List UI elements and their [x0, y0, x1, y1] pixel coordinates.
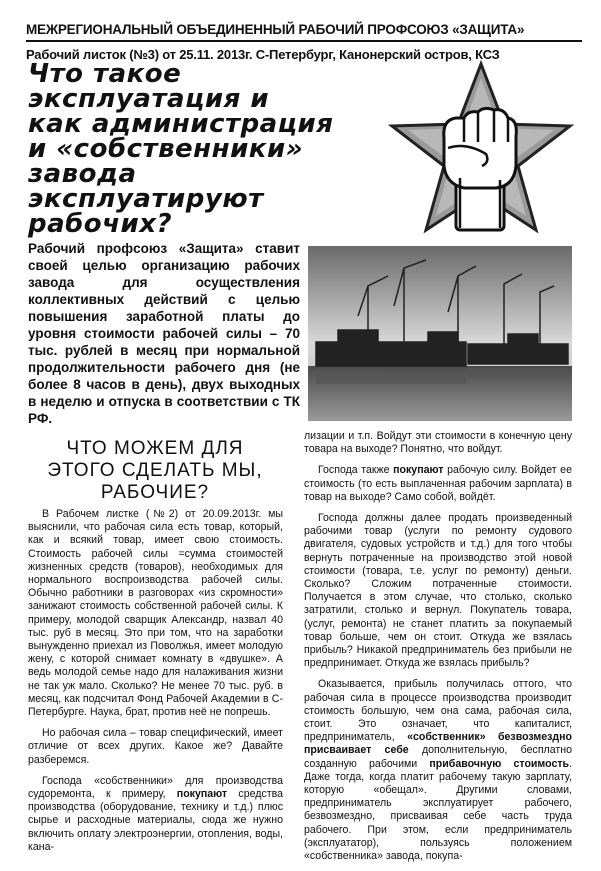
headline-line: завода	[28, 159, 137, 189]
red-star-raised-fist-icon	[386, 58, 576, 238]
shipyard-cranes-photo	[308, 246, 572, 421]
body-paragraph: Но рабочая сила – товар специфический, имеет отличие от всех других. Какое же? Давайте разберемся.	[28, 727, 283, 766]
text-run: Господа также	[318, 464, 390, 477]
issue-line: Рабочий листок (№3) от 25.11. 2013г. С-Петербург, Канонерский остров, КСЗ	[26, 47, 500, 62]
body-paragraph: Господа должны далее продать произведенный рабочими товар (услуги по ремонту судового двигателя, судовых устройств и т.д.) для того чтобы вернуть потраченные на производство этой новой стоимости (товара, т.е. услуг по ремонту) деньги. Сколько? Сложим потраченные стоимости. Получается в этом случае, что столько, сколько затратили, столько и вернул. Покупатель товара, (услуг, ремонта) не станет платить за покупаемый товар больше, чем он стоит. Откуда же взялась прибыль? Никакой предприниматель без прибыли не предпринимает. Откуда же взялась прибыль?	[304, 512, 572, 670]
left-column	[28, 508, 283, 862]
body-paragraph: лизации и т.п. Войдут эти стоимости в конечную цену товара на выходе? Понятно, что войдут.	[304, 430, 572, 456]
body-paragraph	[28, 775, 283, 854]
bold-term: покупают	[176, 788, 228, 801]
headline-line: рабочих?	[28, 209, 173, 239]
text-run: дополнительную, бесплатно созданную рабочими	[304, 744, 572, 770]
body-paragraph	[304, 464, 572, 504]
text-run: Господа «собственники» для производства судоремонта, к примеру,	[28, 774, 283, 801]
lead-paragraph: Рабочий профсоюз «Защита» ставит своей целью организацию рабочих завода для осуществления коллективных действий с целью повышения заработной платы до уровня стоимости рабочей силы – 70 тыс. рублей в месяц при нормальной продолжительности рабочего дня (не более 8 часов в день), двух выходных в неделю и отпуска в соответствии с ТК РФ.	[28, 241, 300, 426]
section-heading: ЧТО МОЖЕМ ДЛЯ ЭТОГО СДЕЛАТЬ МЫ, РАБОЧИЕ?	[47, 438, 263, 503]
bold-term: прибавочную стоимость	[429, 757, 570, 770]
text-run: рабочую силу. Войдет ее стоимость (то есть выплаченная рабочим зарплата) в товар на выходе? Само собой, войдёт.	[304, 464, 572, 503]
text-run: средства производства (оборудование, технику и т.д.) плюс сырье и расходные материалы, сюда же нужно включить оплату электроэнергии, отопления, воды, кана-	[28, 788, 283, 853]
right-column	[304, 430, 572, 871]
headline-line: Что такое	[28, 59, 182, 89]
headline-line: эксплуатируют	[28, 184, 264, 214]
body-paragraph	[304, 678, 572, 863]
header-rule	[26, 40, 582, 42]
body-paragraph: В Рабочем листке (№2) от 20.09.2013г. мы выяснили, что рабочая сила есть товар, который, как и всякий товар, имеет свою стоимость. Стоимость рабочей силы =сумма стоимостей жизненных средств (товаров), необходимых для нормального воспроизводства рабочей силы. Обычно работники в разговорах «из скромности» занижают стоимость собственной рабочей силы. К примеру, молодой сварщик Александр, назвал 40 тыс. руб в месяц. Это при том, что на заработки вынужденно приехал из Поволжья, имеет молодую жену, с которой снимает комнату в «двушке». А ведь молодой семье надо для налаживания жизни не так уж мало. Сколько? Не менее 70 тыс. руб. в месяц, как подсчитал Фонд Рабочей Академии в С-Петербурге. Наука, брат, против неё не попрешь.	[28, 508, 283, 719]
text-run: Оказывается, прибыль получилась оттого, что рабочая сила в процессе производства производит стоимость большую, чем она сама, рабочая сила, стоит. Это означает, что капиталист, предприниматель,	[304, 678, 572, 744]
organization-name: МЕЖРЕГИОНАЛЬНЫЙ ОБЪЕДИНЕННЫЙ РАБОЧИЙ ПРОФСОЮЗ «ЗАЩИТА»	[26, 22, 525, 37]
bold-term: покупают	[393, 464, 444, 477]
headline-line: эксплуатация и	[28, 84, 270, 114]
headline-line: и «собственники»	[28, 134, 304, 164]
main-headline	[28, 59, 378, 239]
headline-line: как администрация	[28, 109, 334, 139]
bold-term: «собственник» безвозмездно присваивает себе	[304, 731, 572, 757]
text-run: . Даже тогда, когда платит рабочему такую зарплату, которую «обещал». Другими словами, предприниматель эксплуатирует рабочего, безвозмездно, присваивая себе часть труда рабочего. При этом, если предприниматель (эксплуататор), пользуясь положением «собственника» завода, покупа-	[304, 757, 572, 863]
